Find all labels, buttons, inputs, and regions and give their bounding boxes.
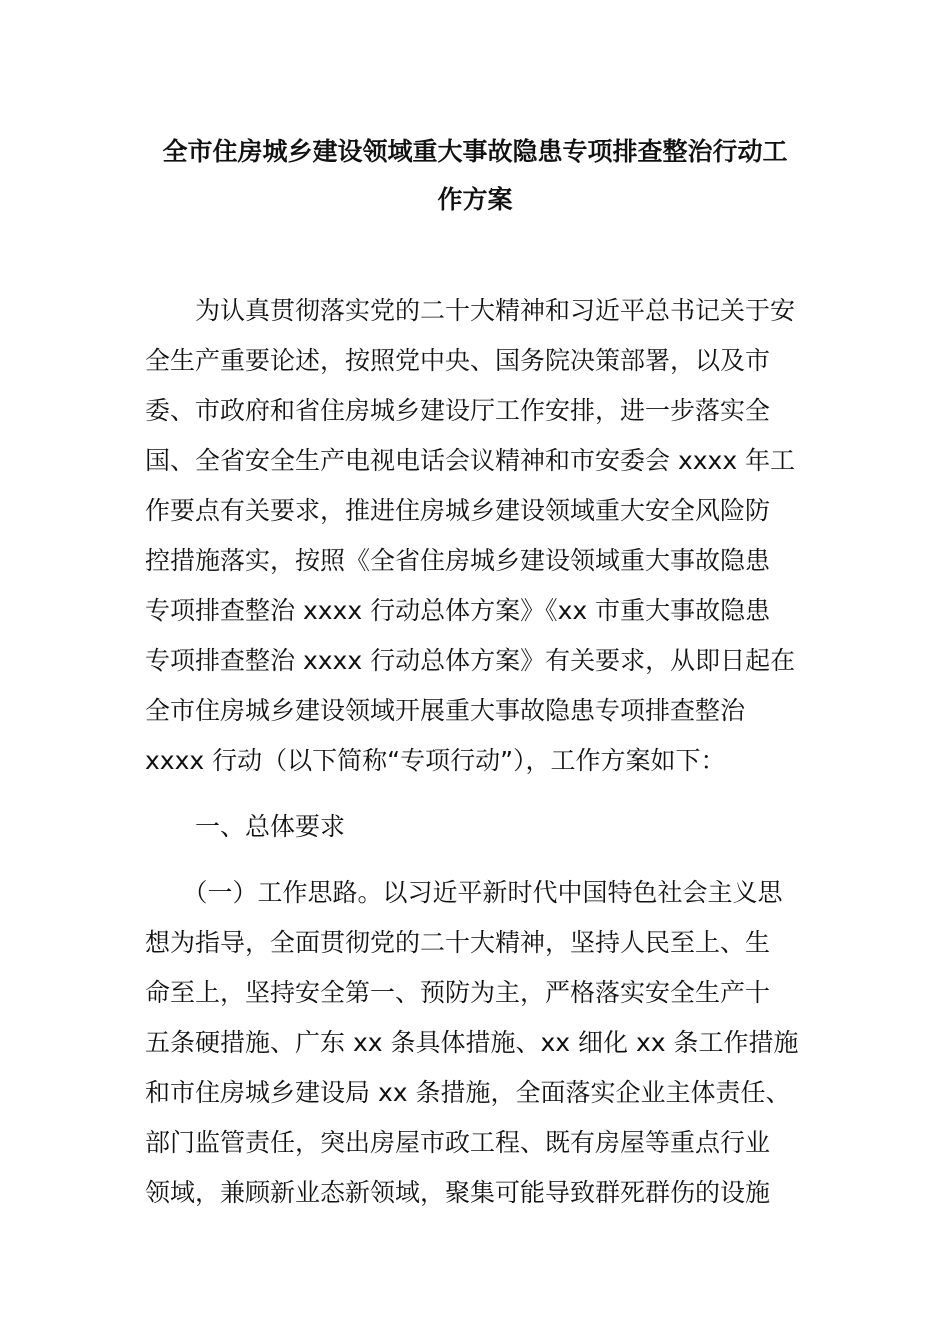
section-heading-general-requirements: 一、总体要求	[145, 812, 346, 841]
paragraph-1-line-7: 专项排查整治 xxxx 行动总体方案》《xx 市重大事故隐患	[145, 596, 771, 625]
paragraph-1-line-9: 全市住房城乡建设领域开展重大事故隐患专项排查整治	[145, 696, 746, 725]
document-title-line-1: 全市住房城乡建设领域重大事故隐患专项排查整治行动工	[162, 137, 788, 166]
paragraph-1-line-3: 委、市政府和省住房城乡建设厅工作安排，进一步落实全	[145, 396, 771, 425]
paragraph-2-line-5: 和市住房城乡建设局 xx 条措施，全面落实企业主体责任、	[145, 1078, 791, 1107]
paragraph-1-line-10: xxxx 行动（以下简称“专项行动”），工作方案如下：	[145, 746, 726, 775]
paragraph-1-line-6: 控措施落实，按照《全省住房城乡建设领域重大事故隐患	[145, 546, 771, 575]
paragraph-2-line-4: 五条硬措施、广东 xx 条具体措施、xx 细化 xx 条工作措施	[145, 1028, 799, 1057]
paragraph-2-line-1: （一）工作思路。以习近平新时代中国特色社会主义思	[145, 878, 783, 907]
document-title-line-2: 作方案	[437, 185, 513, 214]
paragraph-1-line-2: 全生产重要论述，按照党中央、国务院决策部署，以及市	[145, 346, 771, 375]
paragraph-2-line-2: 想为指导，全面贯彻党的二十大精神，坚持人民至上、生	[145, 928, 771, 957]
paragraph-2-line-7: 领域，兼顾新业态新领域，聚集可能导致群死群伤的设施	[145, 1178, 771, 1207]
paragraph-2-line-3: 命至上，坚持安全第一、预防为主，严格落实安全生产十	[145, 978, 771, 1007]
paragraph-2-line-6: 部门监管责任，突出房屋市政工程、既有房屋等重点行业	[145, 1128, 771, 1157]
paragraph-1-line-1: 为认真贯彻落实党的二十大精神和习近平总书记关于安	[145, 296, 796, 325]
paragraph-1-line-4: 国、全省安全生产电视电话会议精神和市安委会 xxxx 年工	[145, 446, 796, 475]
paragraph-1-line-8: 专项排查整治 xxxx 行动总体方案》有关要求，从即日起在	[145, 646, 796, 675]
paragraph-1-line-5: 作要点有关要求，推进住房城乡建设领域重大安全风险防	[145, 496, 771, 525]
